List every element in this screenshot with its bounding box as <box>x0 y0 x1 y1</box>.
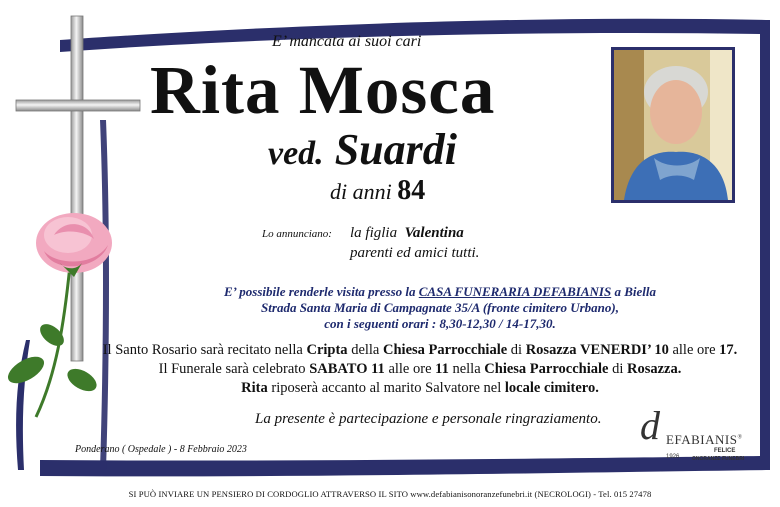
age-prefix: di anni <box>330 179 392 204</box>
announce-label: Lo annunciano: <box>262 228 332 240</box>
visit-line-2: Strada Santa Maria di Campagnate 35/A (fronte cimitero Urbano), <box>261 300 619 315</box>
deceased-name: Rita Mosca <box>150 52 496 128</box>
logo-felice: FELICE <box>714 448 736 454</box>
age-value: 84 <box>397 175 426 206</box>
age-line <box>330 175 425 207</box>
announce-list <box>350 223 479 263</box>
announce-relation: la figlia <box>350 225 398 241</box>
place-date: Ponderano ( Ospedale ) - 8 Febbraio 2023 <box>75 444 247 455</box>
logo-brand: EFABIANIS® <box>666 432 743 447</box>
rites-info <box>100 341 740 398</box>
visit-city: a Biella <box>614 284 656 299</box>
married-surname: Suardi <box>334 125 457 174</box>
logo-subtitle: ONORANZE FUNEBRI <box>692 456 745 462</box>
visit-pre: E’ possibile renderle visita presso la <box>223 284 416 299</box>
visit-line-1 <box>160 284 720 300</box>
defabianis-logo <box>640 404 750 466</box>
logo-year: 1926 <box>666 454 680 460</box>
logo-letter: d <box>640 403 660 448</box>
burial-line: Rita riposerà accanto al marito Salvatore nel locale cimitero. <box>241 380 599 396</box>
announce-daughter-name: Valentina <box>404 225 464 241</box>
visit-place: CASA FUNERARIA DEFABIANIS <box>418 284 612 299</box>
portrait-photo <box>611 47 735 203</box>
married-name <box>268 124 457 180</box>
visit-line-3: con i seguenti orari : 8,30-12,30 / 14-17,30. <box>324 316 556 331</box>
announce-line-2: parenti ed amici tutti. <box>350 245 480 261</box>
rosary-line: Il Santo Rosario sarà recitato nella Cripta della Chiesa Parrocchiale di Rosazza VENERDI’ 10 alle ore 17. <box>102 342 738 358</box>
intro-text: E’ mancata ai suoi cari <box>272 33 422 50</box>
visit-info <box>160 284 720 332</box>
portrait-image <box>614 50 732 200</box>
ved-prefix: ved. <box>268 135 324 172</box>
funeral-line: Il Funerale sarà celebrato SABATO 11 alle ore 11 nella Chiesa Parrocchiale di Rosazza. <box>158 361 682 377</box>
thanks-text: La presente è partecipazione e personale ringraziamento. <box>255 411 602 427</box>
footer-contact: SI PUÒ INVIARE UN PENSIERO DI CORDOGLIO ATTRAVERSO IL SITO www.defabianisonoranzefunebri.it (NECROLOGI) - Tel. 015 27478 <box>128 489 652 499</box>
announce-line-1 <box>350 223 479 243</box>
